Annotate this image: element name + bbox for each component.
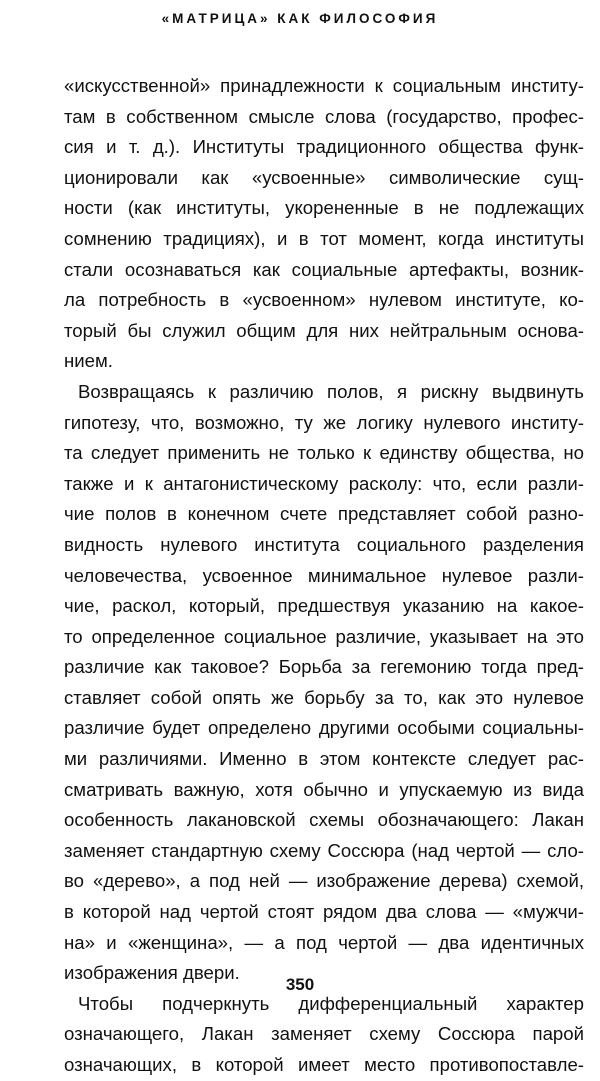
text-line: означающего, Лакан заменяет схему Соссюра парой — [64, 1023, 584, 1045]
text-line: заменяет стандартную схему Соссюра (над чертой — сло- — [64, 839, 584, 861]
text-line: чие полов в конечном счете представляет собой разно- — [64, 503, 584, 525]
page-number: 350 — [285, 975, 315, 994]
text-line: видность нулевого института социального разделения — [64, 533, 584, 555]
paragraph-start-line: Чтобы подчеркнуть дифференциальный характер — [78, 992, 584, 1014]
text-line: ми различиями. Именно в этом контексте следует рас- — [64, 748, 584, 770]
text-line: та следует применить не только к единству общества, но — [64, 442, 584, 464]
text-line: там в собственном смысле слова (государство, профес- — [64, 105, 584, 127]
paragraph-start-line: Возвращаясь к различию полов, я рискну выдвинуть — [78, 380, 584, 402]
text-line: различие как таковое? Борьба за гегемонию тогда пред- — [64, 656, 584, 678]
text-line: «искусственной» принадлежности к социальным институ- — [64, 75, 584, 96]
text-line: различие будет определено другими особыми социальны- — [64, 717, 584, 739]
text-line: ставляет собой опять же борьбу за то, как это нулевое — [64, 686, 584, 708]
text-line: во «дерево», а под ней — изображение дерева) схемой, — [64, 870, 584, 892]
text-line: гипотезу, что, возможно, ту же логику нулевого институ- — [64, 411, 584, 433]
text-line: ла потребность в «усвоенном» нулевом институте, ко- — [64, 289, 584, 311]
text-line: ционировали как «усвоенные» символические сущ- — [64, 166, 584, 188]
text-line: на» и «женщина», — а под чертой — два идентичных — [64, 931, 584, 953]
text-line: особенность лакановской схемы обозначающего: Лакан — [64, 809, 584, 831]
text-line: сия и т. д.). Институты традиционного общества функ- — [64, 136, 584, 158]
paragraph-end-line: нием. — [64, 350, 113, 372]
paragraph-end-line: изображения двери. — [64, 962, 240, 984]
text-line: означающих, в которой имеет место противопоставле- — [64, 1054, 584, 1075]
running-header: «МАТРИЦА» КАК ФИЛОСОФИЯ — [161, 11, 439, 26]
body-text — [64, 71, 584, 1081]
text-line: стали осознаваться как социальные артефакты, возник- — [64, 258, 584, 280]
text-line: торый бы служил общим для них нейтральным основа- — [64, 319, 584, 341]
text-line: также и к антагонистическому расколу: что, если разли- — [64, 472, 584, 494]
text-line: человечества, усвоенное минимальное нулевое разли- — [64, 564, 584, 586]
text-line: сомнению традициях), и в тот момент, когда институты — [64, 227, 584, 249]
text-line: в которой над чертой стоят рядом два слова — «мужчи- — [64, 901, 584, 923]
text-line: ности (как институты, укорененные в не подлежащих — [64, 197, 584, 219]
text-line: сматривать важную, хотя обычно и упускаемую из вида — [64, 778, 584, 800]
text-line: то определенное социальное различие, указывает на это — [64, 625, 584, 647]
text-line: чие, раскол, который, предшествуя указанию на какое- — [64, 595, 584, 617]
